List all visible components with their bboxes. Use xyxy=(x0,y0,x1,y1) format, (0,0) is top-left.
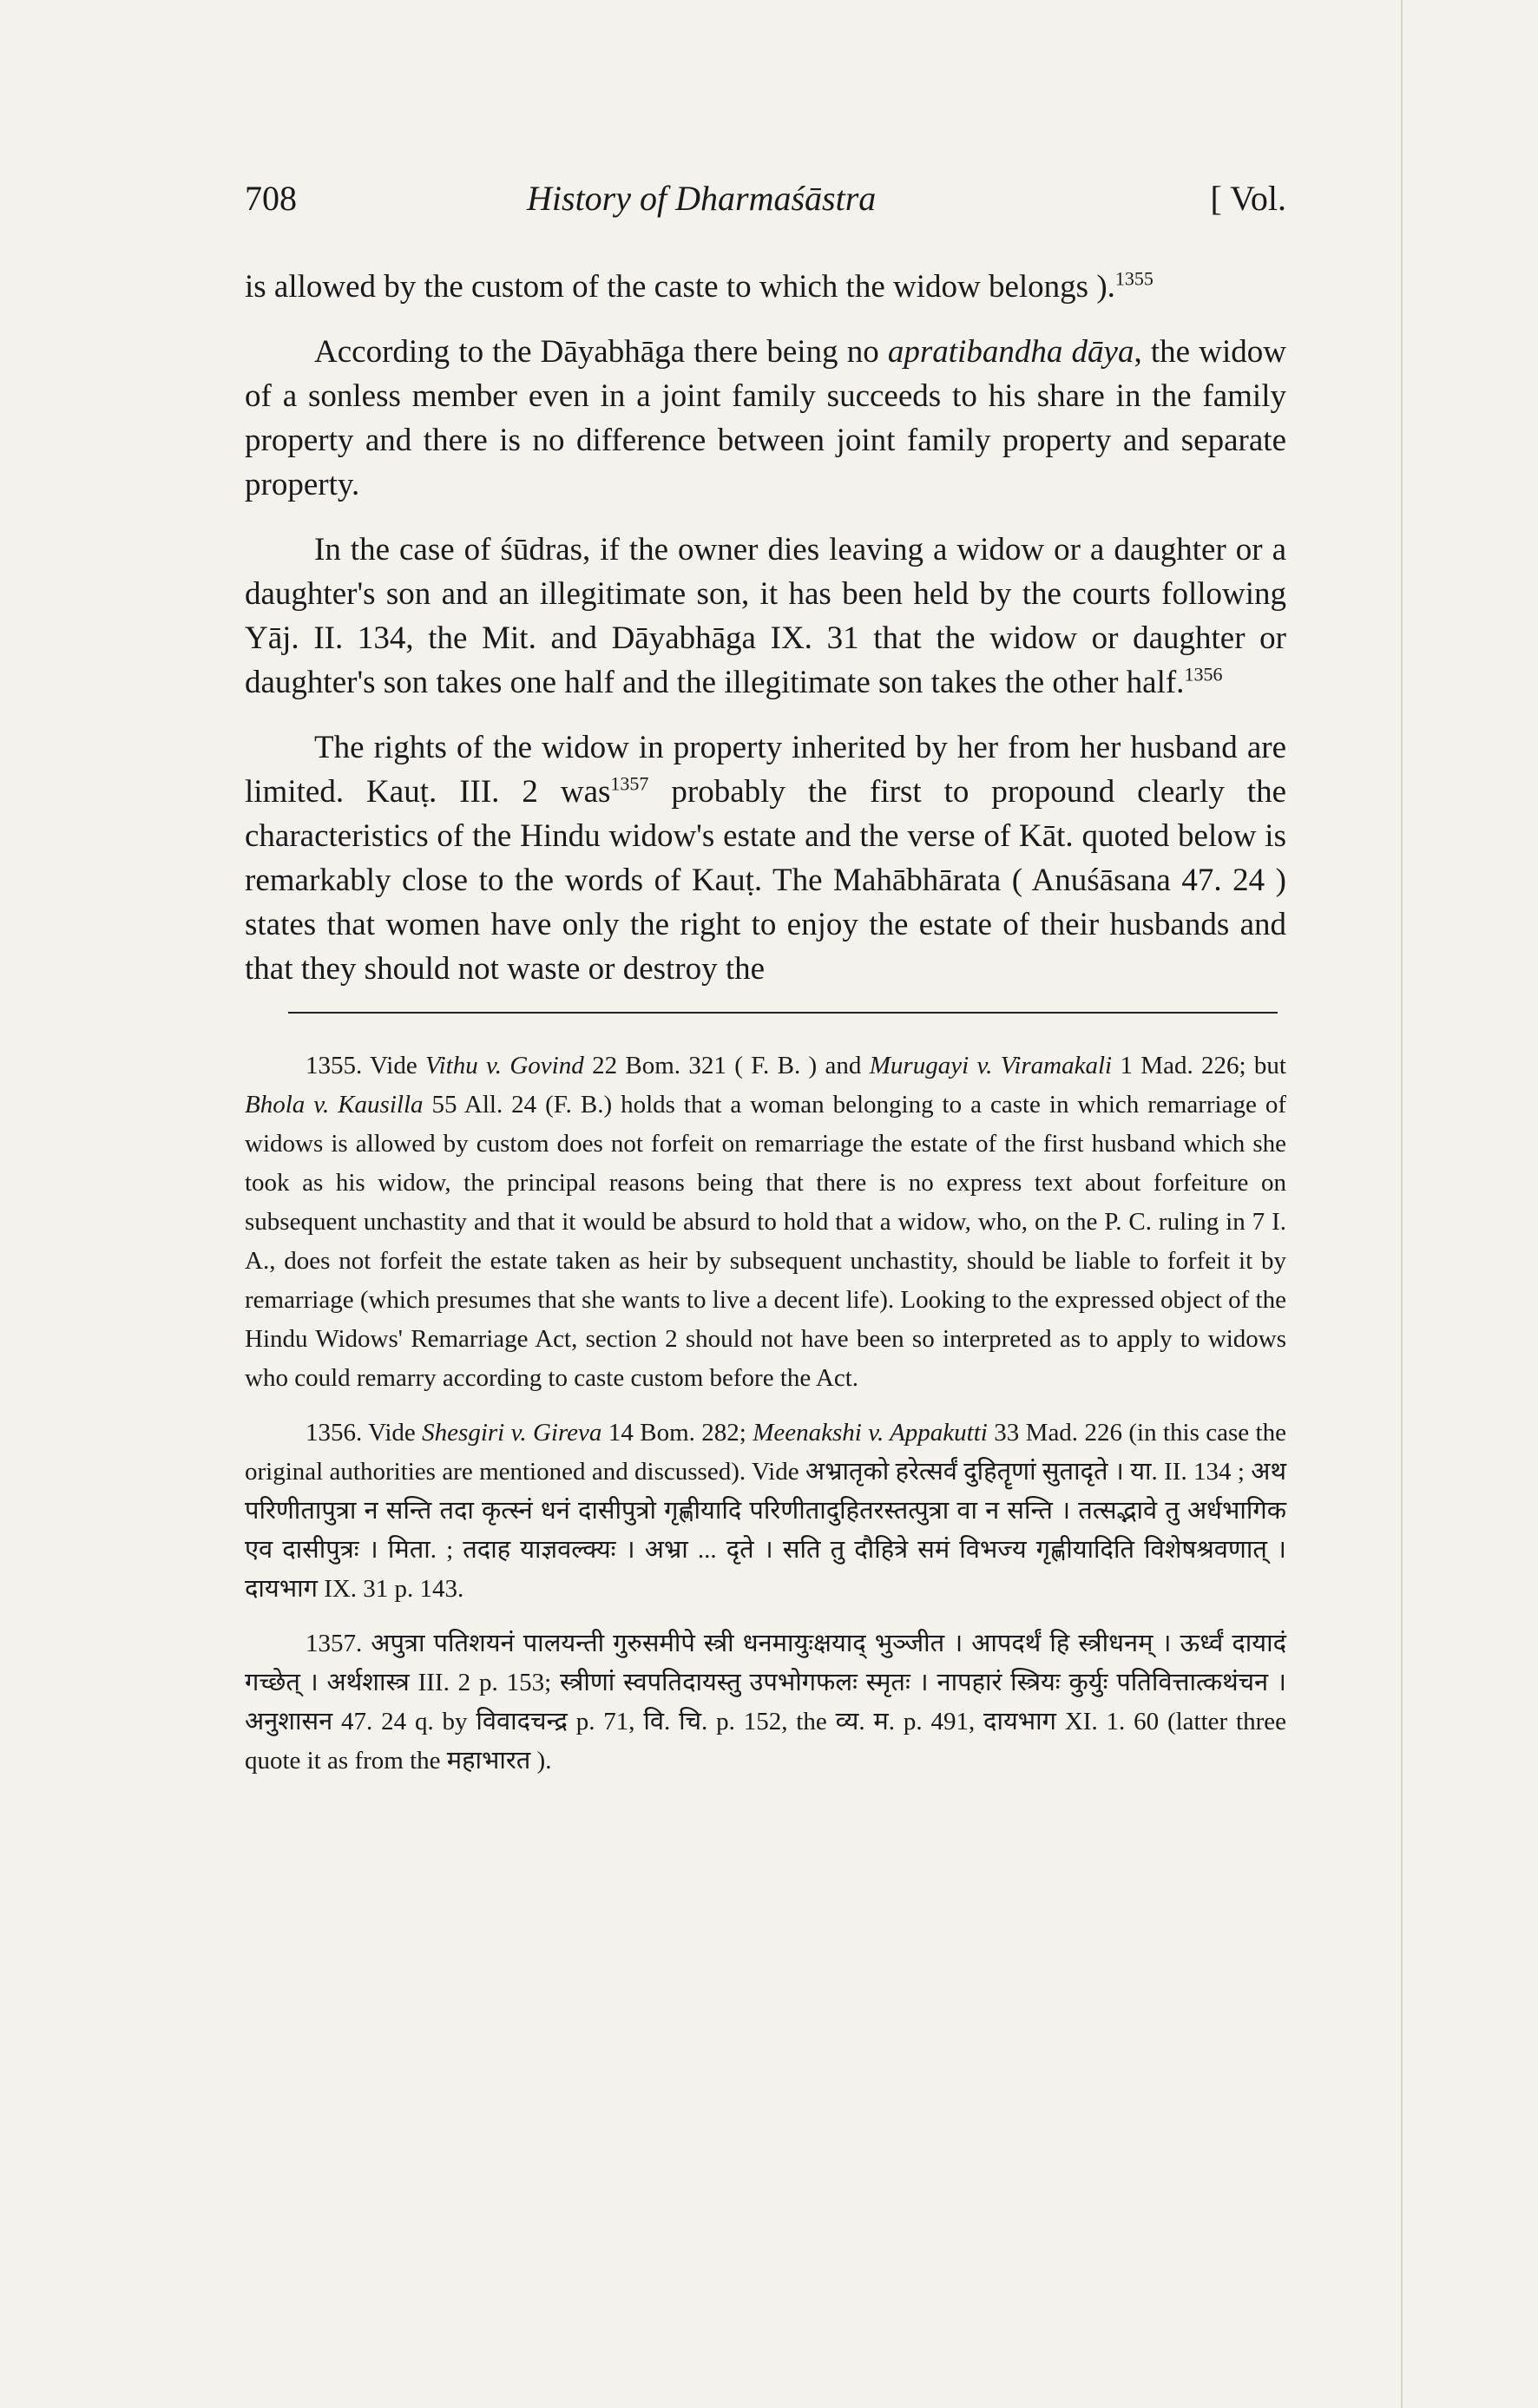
footnote-ref-1356[interactable]: 1356 xyxy=(1184,663,1223,686)
footnote-ref-1357[interactable]: 1357 xyxy=(610,772,649,795)
footnote-1355: 1355. Vide Vithu v. Govind 22 Bom. 321 ( F. B. ) and Murugayi v. Viramakali 1 Mad. 226; but Bhola v. Kausilla 55 All. 24 (F. B.) holds that a woman belonging to a caste in which remarriage of widows is allowed by custom does not forfeit on remarriage the estate of the first husband which she took as his widow, the principal reasons being that there is no express text about forfeiture on subsequent unchastity and that it would be absurd to hold that a widow, who, on the P. C. ruling in 7 I. A., does not forfeit the estate taken as heir by subsequent unchastity, should be liable to forfeit it by remarriage (which presumes that she wants to live a decent life). Looking to the expressed object of the Hindu Widows' Remarriage Act, section 2 should not have been so interpreted as to apply to widows who could remarry according to caste custom before the Act. xyxy=(245,1052,1286,1392)
main-text xyxy=(245,265,1286,991)
volume-label: [ Vol. xyxy=(1210,179,1286,218)
page-number: 708 xyxy=(245,179,297,218)
page-header xyxy=(245,178,1286,230)
footnote-1356: 1356. Vide Shesgiri v. Gireva 14 Bom. 282; Meenakshi v. Appakutti 33 Mad. 226 (in this case the original authorities are mentioned and discussed). Vide अभ्रातृको हरेत्सर्वं दुहितॄणां सुतादृते । या. II. 134 ; अथ परिणीतापुत्रा न सन्ति तदा कृत्स्नं धनं दासीपुत्रो गृह्णीयादि परिणीतादुहितरस्तत्पुत्रा वा न सन्ति । तत्सद्भावे तु अर्धभागिक एव दासीपुत्रः । मिता. ; तदाह याज्ञवल्क्यः । अभ्रा ... दृते । सति तु दौहित्रे समं विभज्य गृह्णीयादिति विशेषश्रवणात् । दायभाग IX. 31 p. 143. xyxy=(245,1419,1286,1603)
paragraph-1: is allowed by the custom of the caste to which the widow belongs ).$^{1355}$ xyxy=(245,267,1154,305)
footnote-ref-1355[interactable]: 1355 xyxy=(1114,267,1154,290)
paragraph-4: The rights of the widow in property inherited by her from her husband are limited. Kauṭ. III. 2 was$^{1357}$ probably the first to propound clearly the characteristics of the Hindu widow's estate and the verse of Kāt. quoted below is remarkably close to the words of Kauṭ. The Mahābhārata ( Anuśāsana 47. 24 ) states that women have only the right to enjoy the estate of their husbands and that they should not waste or destroy the xyxy=(245,730,1287,987)
footnote-1357: 1357. अपुत्रा पतिशयनं पालयन्ती गुरुसमीपे स्त्री धनमायुःक्षयाद् भुञ्जीत । आपदर्थं हि स्त्रीधनम् । ऊर्ध्वं दायादं गच्छेत् । अर्थशास्त्र III. 2 p. 153; स्त्रीणां स्वपतिदायस्तु उपभोगफलः स्मृतः । नापहारं स्त्रियः कुर्युः पतिवित्तात्कथंचन । अनुशासन 47. 24 q. by विवादचन्द्र p. 71, वि. चि. p. 152, the व्य. म. p. 491, दायभाग XI. 1. 60 (latter three quote it as from the महाभारत ). xyxy=(245,1630,1286,1775)
book-page xyxy=(245,178,1286,1796)
paragraph-3: In the case of śūdras, if the owner dies leaving a widow or a daughter or a daughter's son and an illegitimate son, it has been held by the courts following Yāj. II. 134, the Mit. and Dāyabhāga IX. 31 that the widow or daughter or daughter's son takes one half and the illegitimate son takes the other half.$^{1356}$ xyxy=(245,532,1286,700)
paragraph-2: According to the Dāyabhāga there being no apratibandha dāya, the widow of a sonless member even in a joint family succeeds to his share in the family property and there is no difference between joint family property and separate property. xyxy=(245,334,1286,502)
running-title: History of Dharmaśāstra xyxy=(527,179,877,218)
footnote-divider xyxy=(288,1012,1278,1014)
footnotes xyxy=(245,1047,1286,1781)
scan-edge-line xyxy=(1401,0,1403,2408)
